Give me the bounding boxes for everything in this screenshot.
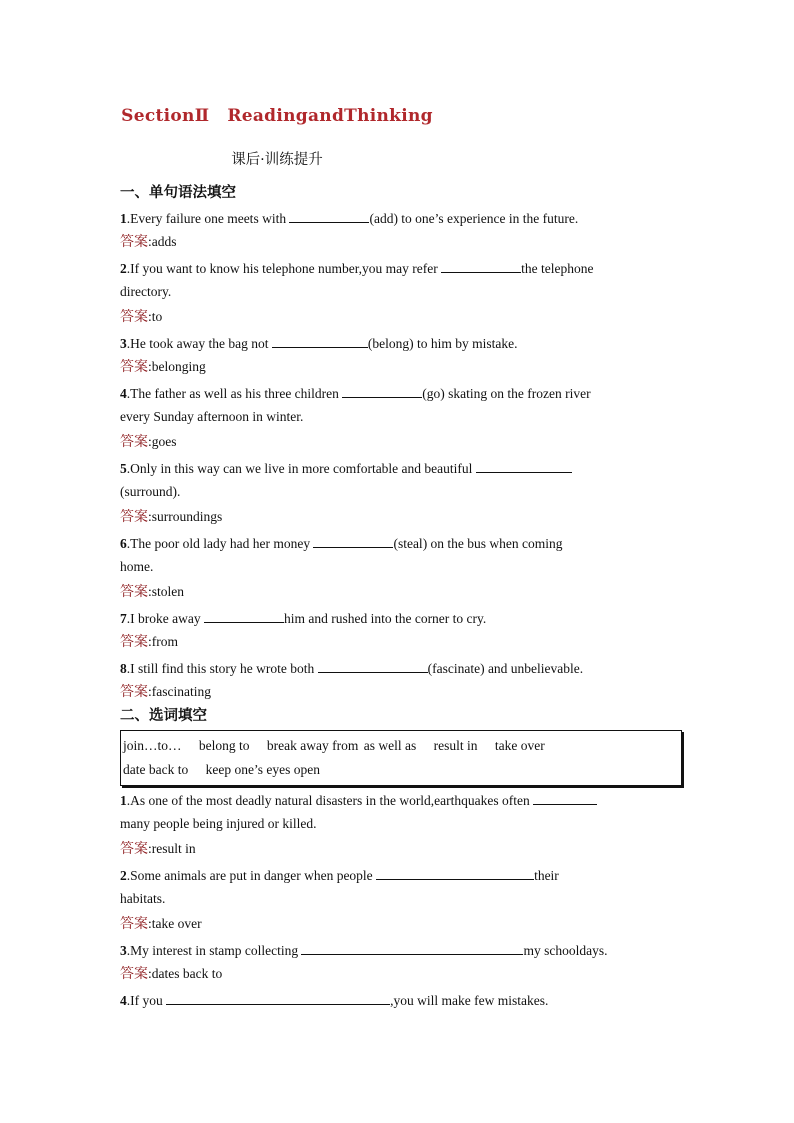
page-subtitle: 课后·训练提升 [231, 152, 323, 168]
answer-blank[interactable] [204, 608, 284, 623]
fill-question-1: 1.As one of the most deadly natural disasters in the world,earthquakes often [120, 790, 597, 810]
question-3: 3.He took away the bag not (belong) to him by mistake. [120, 333, 517, 353]
answer-blank[interactable] [166, 990, 390, 1005]
answer-2: 答案:to [120, 309, 163, 325]
answer-blank[interactable] [272, 333, 368, 348]
question-5-cont: (surround). [120, 484, 181, 499]
answer-blank[interactable] [289, 208, 369, 223]
page-title: SectionⅡ ReadingandThinking [121, 106, 433, 126]
answer-blank[interactable] [441, 258, 521, 273]
word-option: result in [433, 738, 478, 753]
question-7: 7.I broke away him and rushed into the corner to cry. [120, 608, 486, 628]
fill-answer-2: 答案:take over [120, 916, 202, 932]
fill-question-1-cont: many people being injured or killed. [120, 816, 317, 831]
answer-4: 答案:goes [120, 434, 177, 450]
answer-blank[interactable] [313, 533, 393, 548]
answer-1: 答案:adds [120, 234, 177, 250]
word-option: break away from [266, 738, 359, 753]
question-2: 2.If you want to know his telephone number,you may refer the telephone [120, 258, 594, 278]
word-bank [120, 730, 682, 786]
question-2-cont: directory. [120, 284, 172, 299]
answer-blank[interactable] [301, 940, 523, 955]
fill-question-4: 4.If you ,you will make few mistakes. [120, 990, 548, 1010]
section2-heading: 二、选词填空 [120, 708, 207, 724]
answer-blank[interactable] [533, 790, 597, 805]
word-option: take over [494, 738, 545, 753]
answer-blank[interactable] [318, 658, 428, 673]
word-bank-row-2 [123, 762, 320, 778]
answer-3: 答案:belonging [120, 359, 206, 375]
fill-question-2: 2.Some animals are put in danger when people their [120, 865, 559, 885]
question-8: 8.I still find this story he wrote both (fascinate) and unbelievable. [120, 658, 583, 678]
word-option: date back to [123, 762, 189, 777]
answer-blank[interactable] [342, 383, 422, 398]
fill-question-3: 3.My interest in stamp collecting my schooldays. [120, 940, 607, 960]
question-6-cont: home. [120, 559, 154, 574]
fill-answer-3: 答案:dates back to [120, 966, 223, 982]
word-option: join…to… [123, 738, 182, 753]
word-bank-row-1 [123, 738, 545, 754]
question-4-cont: every Sunday afternoon in winter. [120, 409, 304, 424]
word-option: belong to [198, 738, 250, 753]
word-option: as well as [363, 738, 417, 753]
word-option: keep one’s eyes open [205, 762, 320, 777]
answer-8: 答案:fascinating [120, 684, 211, 700]
section1-heading: 一、单句语法填空 [120, 185, 236, 201]
question-6: 6.The poor old lady had her money (steal) on the bus when coming [120, 533, 563, 553]
fill-answer-1: 答案:result in [120, 841, 196, 857]
question-1: 1.Every failure one meets with (add) to one’s experience in the future. [120, 208, 578, 228]
answer-5: 答案:surroundings [120, 509, 223, 525]
fill-question-2-cont: habitats. [120, 891, 166, 906]
answer-7: 答案:from [120, 634, 178, 650]
question-4: 4.The father as well as his three children (go) skating on the frozen river [120, 383, 591, 403]
answer-blank[interactable] [376, 865, 534, 880]
answer-blank[interactable] [476, 458, 572, 473]
question-5: 5.Only in this way can we live in more comfortable and beautiful [120, 458, 572, 478]
answer-6: 答案:stolen [120, 584, 184, 600]
